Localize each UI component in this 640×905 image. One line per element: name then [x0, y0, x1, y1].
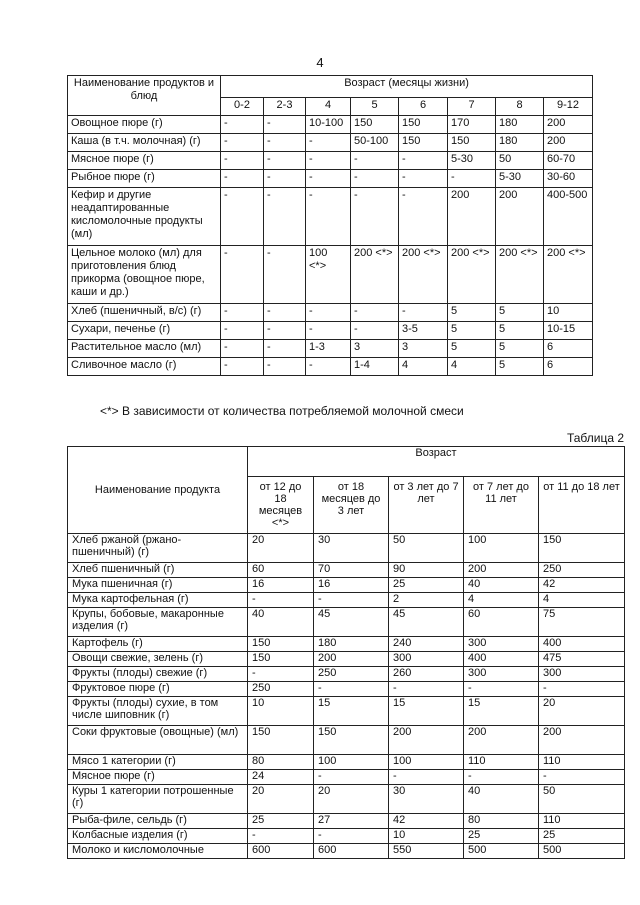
value-cell: -	[248, 593, 314, 608]
value-cell: 250	[314, 667, 389, 682]
value-cell: 110	[539, 814, 625, 829]
value-cell: 27	[314, 814, 389, 829]
footnote: <*> В зависимости от количества потребляемой молочной смеси	[100, 404, 464, 418]
age-column-header: от 7 лет до 11 лет	[464, 477, 539, 534]
value-cell: 200	[544, 134, 593, 152]
value-cell: 50	[496, 152, 544, 170]
product-name-cell: Фрукты (плоды) сухие, в том числе шиповник (г)	[68, 697, 248, 726]
value-cell: 15	[389, 697, 464, 726]
value-cell: -	[221, 116, 264, 134]
value-cell: -	[351, 322, 399, 340]
table-row	[68, 829, 625, 844]
value-cell: -	[264, 322, 306, 340]
value-cell: 100 <*>	[306, 246, 351, 304]
table-row	[68, 578, 625, 593]
value-cell: 30	[314, 534, 389, 563]
value-cell: -	[306, 134, 351, 152]
value-cell: 5-30	[448, 152, 496, 170]
value-cell: -	[351, 152, 399, 170]
value-cell: -	[264, 304, 306, 322]
value-cell: -	[221, 246, 264, 304]
value-cell: 5-30	[496, 170, 544, 188]
table-row	[68, 667, 625, 682]
age-column-header: 0-2	[221, 98, 264, 116]
value-cell: 5	[496, 358, 544, 376]
value-cell: -	[264, 134, 306, 152]
table-row	[68, 246, 593, 304]
table-row	[68, 188, 593, 246]
table-row	[68, 134, 593, 152]
value-cell: 600	[248, 844, 314, 859]
product-name-cell: Крупы, бобовые, макаронные изделия (г)	[68, 608, 248, 637]
value-cell: -	[221, 358, 264, 376]
value-cell: 200	[496, 188, 544, 246]
value-cell: 400	[464, 652, 539, 667]
value-cell: 16	[314, 578, 389, 593]
value-cell: 5	[448, 340, 496, 358]
value-cell: -	[389, 682, 464, 697]
value-cell: -	[399, 188, 448, 246]
value-cell: 2	[389, 593, 464, 608]
product-name-cell: Фруктовое пюре (г)	[68, 682, 248, 697]
product-name-cell: Молоко и кисломолочные	[68, 844, 248, 859]
value-cell: 500	[464, 844, 539, 859]
value-cell: 200 <*>	[399, 246, 448, 304]
page-number: 4	[316, 55, 324, 70]
value-cell: 200	[544, 116, 593, 134]
value-cell: 10-100	[306, 116, 351, 134]
value-cell: 10	[248, 697, 314, 726]
product-name-cell: Хлеб пшеничный (г)	[68, 563, 248, 578]
value-cell: 475	[539, 652, 625, 667]
value-cell: 4	[464, 593, 539, 608]
product-name-cell: Мясное пюре (г)	[68, 770, 248, 785]
value-cell: 45	[389, 608, 464, 637]
product-name-cell: Каша (в т.ч. молочная) (г)	[68, 134, 221, 152]
age-column-header: от 11 до 18 лет	[539, 477, 625, 534]
table-row	[68, 322, 593, 340]
age-norms-table	[67, 446, 625, 859]
table-row	[68, 358, 593, 376]
age-column-header: от 18 месяцев до 3 лет	[314, 477, 389, 534]
table-row	[68, 652, 625, 667]
value-cell: 25	[464, 829, 539, 844]
table-row	[68, 608, 625, 637]
value-cell: -	[351, 170, 399, 188]
value-cell: -	[399, 170, 448, 188]
value-cell: 5	[496, 322, 544, 340]
value-cell: 40	[464, 785, 539, 814]
value-cell: 180	[496, 134, 544, 152]
value-cell: 20	[314, 785, 389, 814]
product-name-cell: Мука пшеничная (г)	[68, 578, 248, 593]
value-cell: 30-60	[544, 170, 593, 188]
value-cell: -	[306, 170, 351, 188]
table-row	[68, 682, 625, 697]
value-cell: -	[539, 770, 625, 785]
value-cell: 4	[448, 358, 496, 376]
value-cell: -	[314, 829, 389, 844]
table-row	[68, 726, 625, 755]
value-cell: 4	[399, 358, 448, 376]
value-cell: 150	[351, 116, 399, 134]
table-row	[68, 844, 625, 859]
value-cell: 1-4	[351, 358, 399, 376]
value-cell: -	[464, 682, 539, 697]
value-cell: 15	[314, 697, 389, 726]
value-cell: 20	[248, 785, 314, 814]
value-cell: 180	[314, 637, 389, 652]
product-name-cell: Картофель (г)	[68, 637, 248, 652]
value-cell: -	[306, 152, 351, 170]
value-cell: -	[306, 188, 351, 246]
value-cell: -	[221, 304, 264, 322]
value-cell: 150	[399, 134, 448, 152]
value-cell: 5	[496, 304, 544, 322]
value-cell: 180	[496, 116, 544, 134]
product-name-cell: Растительное масло (мл)	[68, 340, 221, 358]
value-cell: 5	[496, 340, 544, 358]
value-cell: -	[221, 340, 264, 358]
value-cell: 50	[389, 534, 464, 563]
value-cell: 6	[544, 358, 593, 376]
value-cell: -	[221, 188, 264, 246]
value-cell: 3-5	[399, 322, 448, 340]
value-cell: -	[264, 188, 306, 246]
value-cell: -	[351, 188, 399, 246]
product-name-cell: Рыбное пюре (г)	[68, 170, 221, 188]
value-cell: 3	[351, 340, 399, 358]
value-cell: 5	[448, 322, 496, 340]
value-cell: 200	[464, 563, 539, 578]
age-column-header: 7	[448, 98, 496, 116]
age-column-header: от 12 до 18 месяцев <*>	[248, 477, 314, 534]
product-name-cell: Мясное пюре (г)	[68, 152, 221, 170]
table-row	[68, 697, 625, 726]
value-cell: -	[264, 340, 306, 358]
value-cell: 80	[464, 814, 539, 829]
table-row	[68, 814, 625, 829]
value-cell: -	[464, 770, 539, 785]
product-name-cell: Мясо 1 категории (г)	[68, 755, 248, 770]
age-column-header: от 3 лет до 7 лет	[389, 477, 464, 534]
value-cell: 300	[464, 667, 539, 682]
value-cell: 80	[248, 755, 314, 770]
value-cell: 400-500	[544, 188, 593, 246]
value-cell: 25	[389, 578, 464, 593]
value-cell: 10-15	[544, 322, 593, 340]
value-cell: 100	[389, 755, 464, 770]
product-name-cell: Фрукты (плоды) свежие (г)	[68, 667, 248, 682]
value-cell: 60	[248, 563, 314, 578]
table-row	[68, 340, 593, 358]
value-cell: -	[248, 667, 314, 682]
value-cell: 150	[248, 652, 314, 667]
product-name-cell: Куры 1 категории потрошенные (г)	[68, 785, 248, 814]
value-cell: 550	[389, 844, 464, 859]
value-cell: 150	[314, 726, 389, 755]
age-column-header: 9-12	[544, 98, 593, 116]
value-cell: 200 <*>	[448, 246, 496, 304]
value-cell: -	[221, 322, 264, 340]
age-column-header: 4	[306, 98, 351, 116]
value-cell: -	[306, 358, 351, 376]
value-cell: -	[539, 682, 625, 697]
product-name-cell: Хлеб ржаной (ржано-пшеничный) (г)	[68, 534, 248, 563]
value-cell: 240	[389, 637, 464, 652]
value-cell: 90	[389, 563, 464, 578]
table-row	[68, 563, 625, 578]
table-row	[68, 770, 625, 785]
value-cell: 200 <*>	[544, 246, 593, 304]
value-cell: 300	[389, 652, 464, 667]
value-cell: 200	[464, 726, 539, 755]
value-cell: 10	[389, 829, 464, 844]
value-cell: 200	[389, 726, 464, 755]
value-cell: 40	[464, 578, 539, 593]
value-cell: 60-70	[544, 152, 593, 170]
product-name-cell: Рыба-филе, сельдь (г)	[68, 814, 248, 829]
value-cell: -	[448, 170, 496, 188]
value-cell: 250	[539, 563, 625, 578]
value-cell: 150	[248, 637, 314, 652]
value-cell: -	[306, 322, 351, 340]
table-row	[68, 116, 593, 134]
value-cell: 110	[539, 755, 625, 770]
product-name-cell: Соки фруктовые (овощные) (мл)	[68, 726, 248, 755]
age-column-header: 5	[351, 98, 399, 116]
value-cell: 15	[464, 697, 539, 726]
value-cell: 70	[314, 563, 389, 578]
table-row	[68, 637, 625, 652]
value-cell: 5	[448, 304, 496, 322]
value-cell: 600	[314, 844, 389, 859]
value-cell: 100	[314, 755, 389, 770]
infant-feeding-table	[67, 75, 593, 376]
value-cell: -	[248, 829, 314, 844]
value-cell: -	[264, 170, 306, 188]
value-cell: 200	[448, 188, 496, 246]
value-cell: 300	[539, 667, 625, 682]
age-column-header: 2-3	[264, 98, 306, 116]
value-cell: -	[264, 358, 306, 376]
value-cell: 75	[539, 608, 625, 637]
value-cell: 20	[248, 534, 314, 563]
value-cell: 300	[464, 637, 539, 652]
age-months-header: Возраст (месяцы жизни)	[221, 76, 593, 98]
product-name-cell: Овощи свежие, зелень (г)	[68, 652, 248, 667]
value-cell: 250	[248, 682, 314, 697]
value-cell: 200 <*>	[496, 246, 544, 304]
table-row	[68, 152, 593, 170]
value-cell: 400	[539, 637, 625, 652]
value-cell: 200	[539, 726, 625, 755]
value-cell: -	[389, 770, 464, 785]
product-name-header: Наименование продуктов и блюд	[68, 76, 221, 116]
value-cell: 6	[544, 340, 593, 358]
table-row	[68, 593, 625, 608]
product-name-cell: Сухари, печенье (г)	[68, 322, 221, 340]
value-cell: 150	[248, 726, 314, 755]
value-cell: -	[314, 770, 389, 785]
value-cell: -	[314, 682, 389, 697]
table-row	[68, 170, 593, 188]
product-name-header: Наименование продукта	[68, 447, 248, 534]
value-cell: 200	[314, 652, 389, 667]
value-cell: 16	[248, 578, 314, 593]
age-column-header: 8	[496, 98, 544, 116]
value-cell: 200 <*>	[351, 246, 399, 304]
value-cell: 110	[464, 755, 539, 770]
value-cell: 40	[248, 608, 314, 637]
value-cell: -	[264, 116, 306, 134]
product-name-cell: Мука картофельная (г)	[68, 593, 248, 608]
value-cell: -	[264, 152, 306, 170]
value-cell: 10	[544, 304, 593, 322]
value-cell: -	[221, 152, 264, 170]
value-cell: -	[399, 152, 448, 170]
value-cell: 25	[248, 814, 314, 829]
value-cell: 60	[464, 608, 539, 637]
table-row	[68, 534, 625, 563]
product-name-cell: Сливочное масло (г)	[68, 358, 221, 376]
value-cell: 42	[389, 814, 464, 829]
value-cell: 20	[539, 697, 625, 726]
value-cell: -	[314, 593, 389, 608]
value-cell: 25	[539, 829, 625, 844]
value-cell: 170	[448, 116, 496, 134]
value-cell: -	[351, 304, 399, 322]
product-name-cell: Цельное молоко (мл) для приготовления блюд прикорма (овощное пюре, каши и др.)	[68, 246, 221, 304]
value-cell: -	[306, 304, 351, 322]
value-cell: 45	[314, 608, 389, 637]
table-row	[68, 755, 625, 770]
table-label: Таблица 2	[566, 431, 624, 445]
age-column-header: 6	[399, 98, 448, 116]
value-cell: 4	[539, 593, 625, 608]
value-cell: -	[399, 304, 448, 322]
value-cell: 150	[399, 116, 448, 134]
product-name-cell: Овощное пюре (г)	[68, 116, 221, 134]
age-header: Возраст	[248, 447, 625, 477]
value-cell: 100	[464, 534, 539, 563]
value-cell: 50	[539, 785, 625, 814]
value-cell: 30	[389, 785, 464, 814]
value-cell: 150	[539, 534, 625, 563]
value-cell: 150	[448, 134, 496, 152]
value-cell: 260	[389, 667, 464, 682]
table-row	[68, 785, 625, 814]
value-cell: 50-100	[351, 134, 399, 152]
value-cell: 24	[248, 770, 314, 785]
table-row	[68, 304, 593, 322]
value-cell: -	[221, 170, 264, 188]
product-name-cell: Кефир и другие неадаптированные кисломолочные продукты (мл)	[68, 188, 221, 246]
value-cell: 3	[399, 340, 448, 358]
value-cell: 42	[539, 578, 625, 593]
value-cell: -	[221, 134, 264, 152]
value-cell: 1-3	[306, 340, 351, 358]
product-name-cell: Колбасные изделия (г)	[68, 829, 248, 844]
product-name-cell: Хлеб (пшеничный, в/с) (г)	[68, 304, 221, 322]
value-cell: -	[264, 246, 306, 304]
value-cell: 500	[539, 844, 625, 859]
